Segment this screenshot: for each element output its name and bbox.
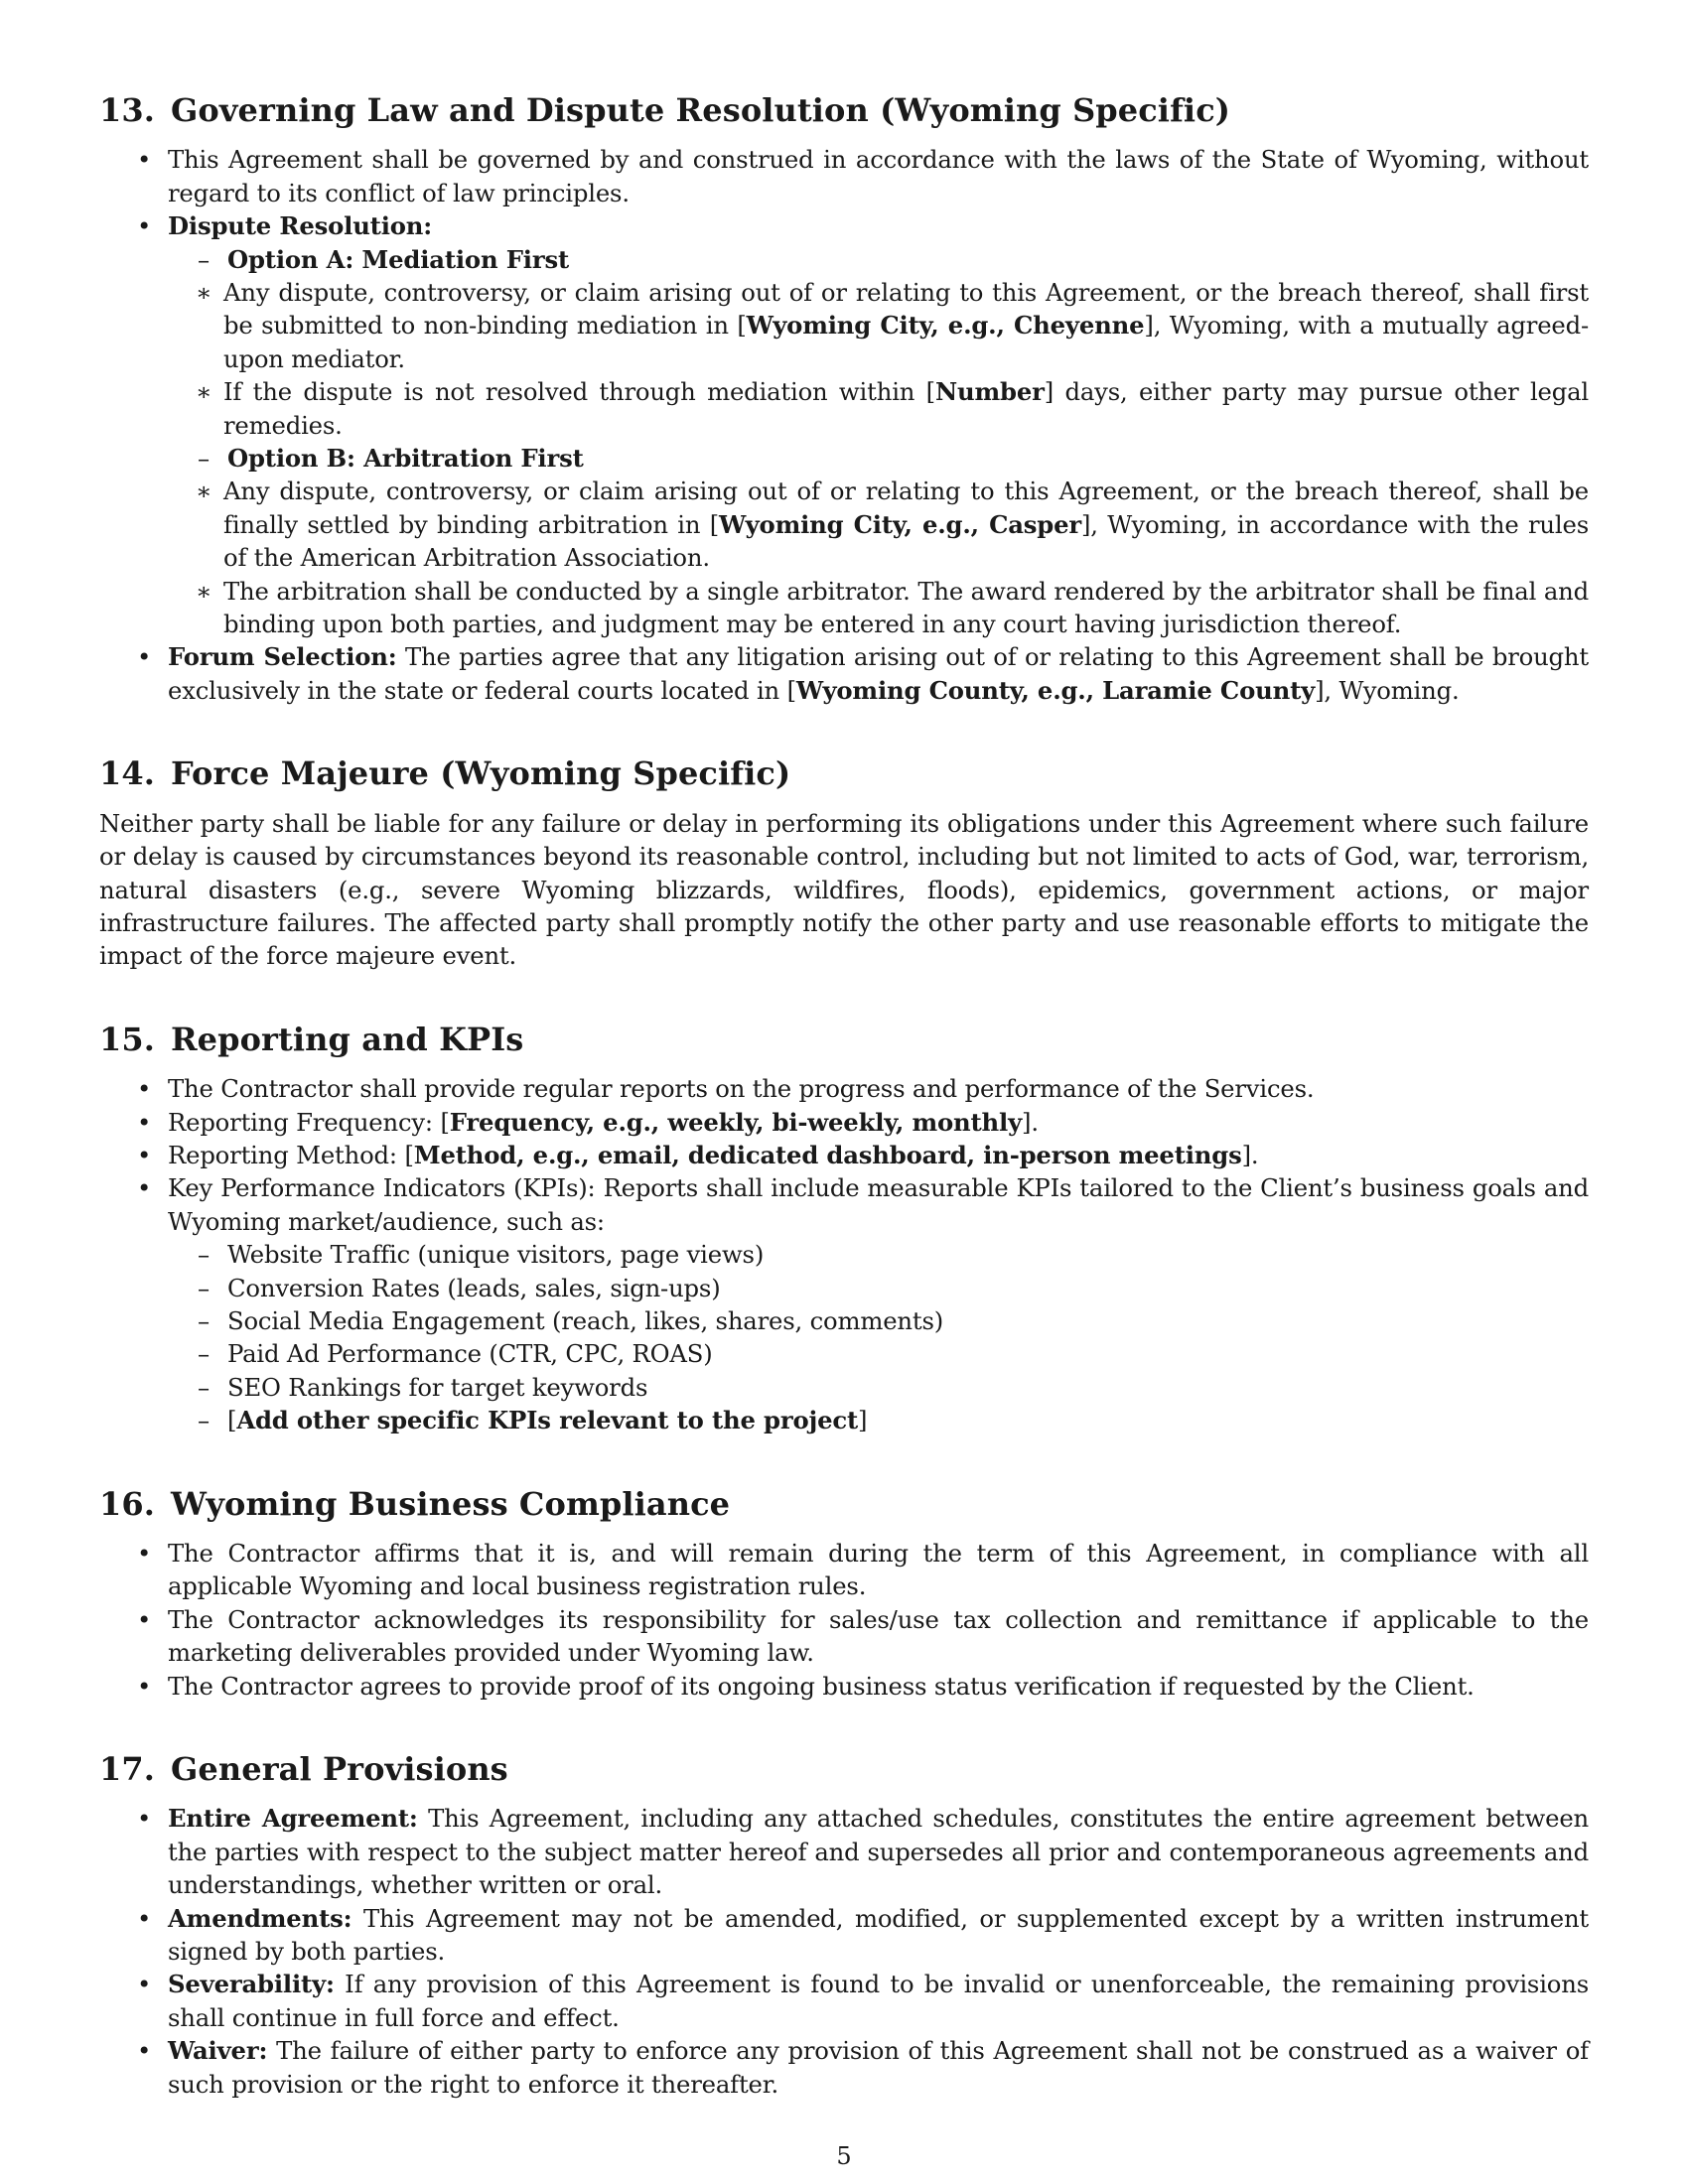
clause-text: Key Performance Indicators (KPIs): Reports shall include measurable KPIs tailored to the Client’s business goals and Wyoming market/audience, such as: [168,1173,1589,1236]
list-item: • The Contractor affirms that it is, and will remain during the term of this Agreement, in compliance with all applicable Wyoming and local business registration rules. [99,1537,1589,1603]
section-number: 13. [99,91,155,129]
provision-label: Entire Agreement: [168,1804,418,1834]
section-heading [99,754,1589,792]
section-heading [99,91,1589,129]
clause-text: The parties agree that any litigation arising out of or relating to this Agreement shall be brought exclusively in the state or federal courts located in [ [168,642,1589,705]
section-title: Force Majeure (Wyoming Specific) [170,754,791,793]
list-item [99,2034,1589,2101]
clause-text: Reporting Frequency: [ [168,1107,450,1137]
provision-label: Severability: [168,1970,335,1999]
section-heading [99,1485,1589,1523]
kpi-item [168,1404,1589,1436]
section-15 [99,1021,1589,1437]
list-item [168,442,1589,640]
section-number: 17. [99,1750,155,1788]
kpi-list [168,1238,1589,1436]
placeholder-field: Method, e.g., email, dedicated dashboard, in-person meetings [413,1140,1242,1169]
list-item [99,1171,1589,1436]
section-number: 16. [99,1484,155,1523]
clause-text: ], Wyoming, in accordance with the rules of the American Arbitration Association. [223,509,1589,573]
force-majeure-paragraph: Neither party shall be liable for any failure or delay in performing its obligations under this Agreement where such failure or delay is caused by circumstances beyond its reasonable control, including but not limited to acts of God, war, terrorism, natural disasters (e.g., severe Wyoming blizzards, wildfires, floods), epidemics, government actions, or major infrastructure failures. The affected party shall promptly notify the other party and use reasonable efforts to mitigate the impact of the force majeure event. [99,808,1589,971]
option-a-list [168,276,1589,442]
placeholder-field: Wyoming County, e.g., Laramie County [795,675,1316,705]
clause-text: The arbitration shall be conducted by a single arbitrator. The award rendered by the arbitrator shall be final and binding upon both parties, and judgment may be entered in any court having jurisdiction thereof. [223,576,1589,639]
kpi-item: – Paid Ad Performance (CTR, CPC, ROAS) [168,1337,1589,1370]
list-item [168,575,1589,641]
list-item: • The Contractor acknowledges its responsibility for sales/use tax collection and remittance if applicable to the marketing deliverables provided under Wyoming law. [99,1603,1589,1670]
dispute-options-list [168,243,1589,641]
clause-text: ], Wyoming. [1315,675,1460,705]
clause-text: ], Wyoming, with a mutually agreed-upon mediator. [223,311,1589,373]
provision-label: Amendments: [168,1903,352,1933]
section-heading [99,1021,1589,1058]
page-number: 5 [836,2142,852,2170]
section-number: 15. [99,1020,155,1058]
clause-text: The Contractor shall provide regular reports on the progress and performance of the Services. [168,1074,1315,1104]
placeholder-field: Number [935,377,1045,407]
list-item [99,1902,1589,1969]
bullet-list [99,1802,1589,2101]
bullet-list [99,143,1589,707]
clause-text: Reporting Method: [ [168,1140,414,1169]
clause-text: [ [227,1406,237,1435]
clause-text: The failure of either party to enforce any provision of this Agreement shall not be construed as a waiver of such provision or the right to enforce it thereafter. [168,2036,1589,2099]
option-a-label: Option A: Mediation First [227,244,569,274]
forum-selection-label: Forum Selection: [168,642,397,672]
dispute-resolution-label: Dispute Resolution: [168,211,433,241]
list-item [99,1072,1589,1105]
list-item: • The Contractor agrees to provide proof of its ongoing business status verification if requested by the Client. [99,1670,1589,1703]
section-number: 14. [99,754,155,793]
section-heading [99,1750,1589,1788]
list-item [99,640,1589,707]
option-b-label: Option B: Arbitration First [227,444,584,474]
bullet-list [99,1537,1589,1703]
placeholder-field: Frequency, e.g., weekly, bi-weekly, monthly [449,1107,1023,1137]
clause-text: ]. [1022,1107,1039,1137]
clause-text: ] [858,1406,868,1435]
section-14 [99,754,1589,972]
clause-text: Any dispute, controversy, or claim arising out of or relating to this Agreement, or the breach thereof, shall first be submitted to non-binding mediation in [ [223,278,1589,341]
section-title: Wyoming Business Compliance [170,1484,731,1523]
clause-text: ]. [1241,1140,1259,1169]
list-item [168,475,1589,574]
placeholder-field: Wyoming City, e.g., Cheyenne [746,311,1145,341]
bullet-list [99,1072,1589,1436]
list-item [168,243,1589,442]
governing-law-text: This Agreement shall be governed by and construed in accordance with the laws of the State of Wyoming, without regard to its conflict of law principles. [168,145,1589,207]
list-item [99,1802,1589,1901]
kpi-item: – SEO Rankings for target keywords [168,1371,1589,1404]
placeholder-field: Add other specific KPIs relevant to the project [236,1406,859,1435]
list-item [168,276,1589,375]
list-item [99,143,1589,209]
kpi-item: – Conversion Rates (leads, sales, sign-ups) [168,1272,1589,1304]
clause-text: If the dispute is not resolved through mediation within [ [223,377,935,407]
section-17 [99,1750,1589,2101]
list-item [99,1968,1589,2034]
clause-text: If any provision of this Agreement is found to be invalid or unenforceable, the remaining provisions shall continue in full force and effect. [168,1970,1589,2032]
section-title: General Provisions [170,1750,508,1788]
section-title: Reporting and KPIs [170,1020,524,1058]
provision-label: Waiver: [168,2036,268,2066]
kpi-item: – Website Traffic (unique visitors, page views) [168,1238,1589,1271]
list-item [99,1106,1589,1139]
list-item [168,375,1589,442]
option-b-list [168,475,1589,640]
clause-text: This Agreement may not be amended, modified, or supplemented except by a written instrument signed by both parties. [168,1903,1589,1967]
document-page [99,91,1589,2148]
list-item [99,1139,1589,1171]
section-13 [99,91,1589,707]
clause-text: Any dispute, controversy, or claim arising out of or relating to this Agreement, or the breach thereof, shall be finally settled by binding arbitration in [ [223,477,1589,539]
kpi-item: – Social Media Engagement (reach, likes, shares, comments) [168,1304,1589,1337]
section-title: Governing Law and Dispute Resolution (Wyoming Specific) [170,91,1231,129]
section-16 [99,1485,1589,1703]
clause-text: This Agreement, including any attached schedules, constitutes the entire agreement between the parties with respect to the subject matter hereof and supersedes all prior and contemporaneous agreements and understandings, whether written or oral. [168,1804,1589,1900]
list-item [99,209,1589,640]
placeholder-field: Wyoming City, e.g., Casper [719,509,1081,539]
clause-text: ] days, either party may pursue other legal remedies. [223,377,1590,440]
